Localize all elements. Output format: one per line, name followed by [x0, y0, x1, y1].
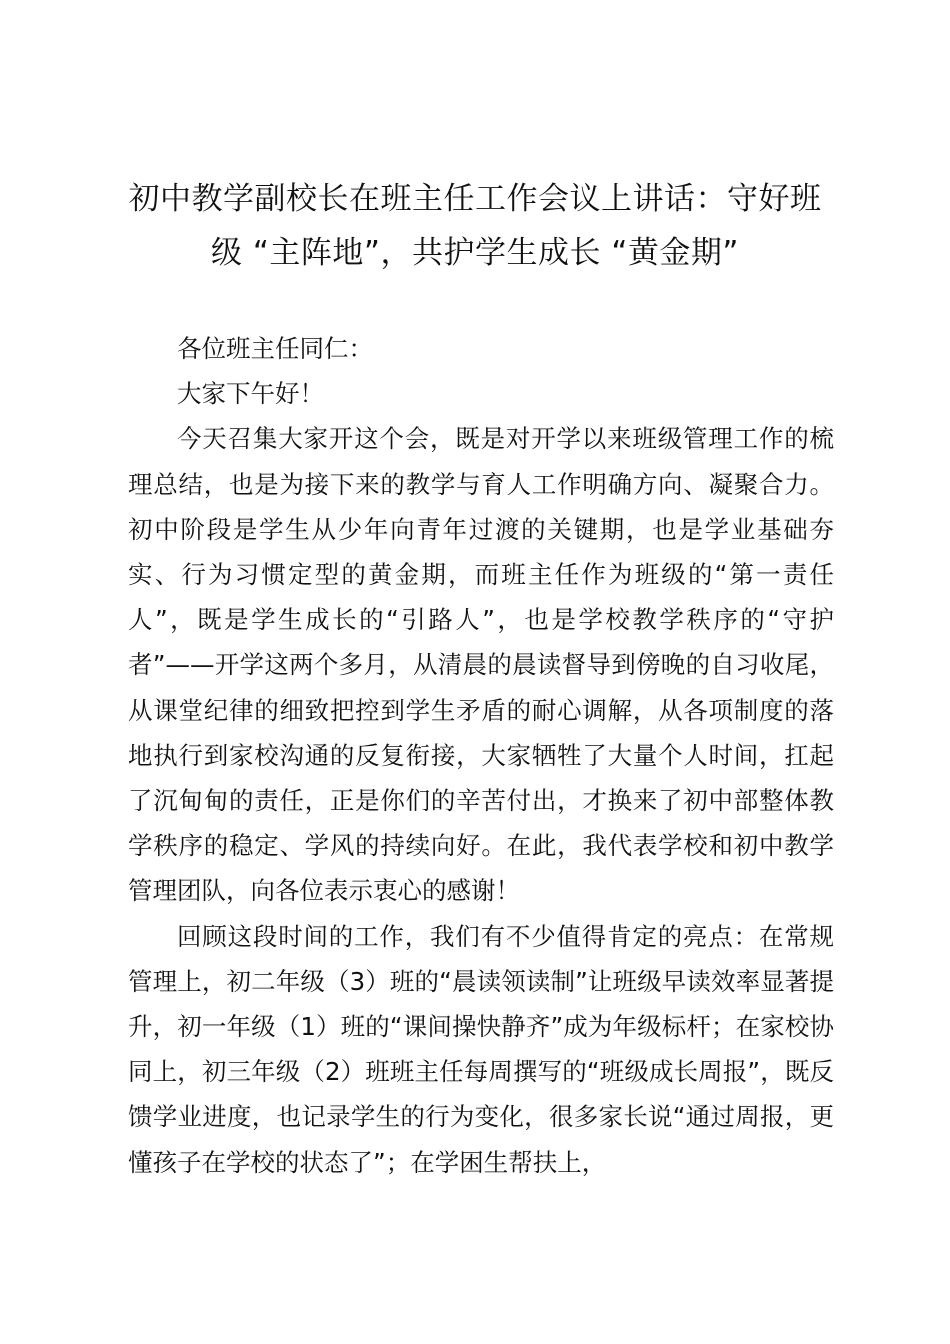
document-title: 初中教学副校长在班主任工作会议上讲话：守好班级 “主阵地”，共护学生成长 “黄金期” [128, 181, 822, 271]
document-body [128, 326, 834, 1185]
greeting: 大家下午好！ [177, 379, 324, 409]
paragraph-review: 回顾这段时间的工作，我们有不少值得肯定的亮点：在常规管理上，初二年级（3）班的“晨读领读制”让班级早读效率显著提升，初一年级（1）班的“课间操快静齐”成为年级标杆；在家校协同上，初三年级（2）班班主任每周撰写的“班级成长周报”，既反馈学业进度，也记录学生的行为变化，很多家长说“通过周报，更懂孩子在学校的状态了”；在学困生帮扶上， [128, 921, 834, 1177]
salutation: 各位班主任同仁： [177, 334, 373, 363]
paragraph-intro: 今天召集大家开这个会，既是对开学以来班级管理工作的梳理总结，也是为接下来的教学与育人工作明确方向、凝聚合力。初中阶段是学生从少年向青年过渡的关键期，也是学业基础夯实、行为习惯定型的黄金期，而班主任作为班级的“第一责任人”，既是学生成长的“引路人”，也是学校教学秩序的“守护者”——开学这两个多月，从清晨的晨读督导到傍晚的自习收尾，从课堂纪律的细致把控到学生矛盾的耐心调解，从各项制度的落地执行到家校沟通的反复衔接，大家牺牲了大量个人时间，扛起了沉甸甸的责任，正是你们的辛苦付出，才换来了初中部整体教学秩序的稳定、学风的持续向好。在此，我代表学校和初中教学管理团队，向各位表示衷心的感谢！ [128, 424, 834, 906]
